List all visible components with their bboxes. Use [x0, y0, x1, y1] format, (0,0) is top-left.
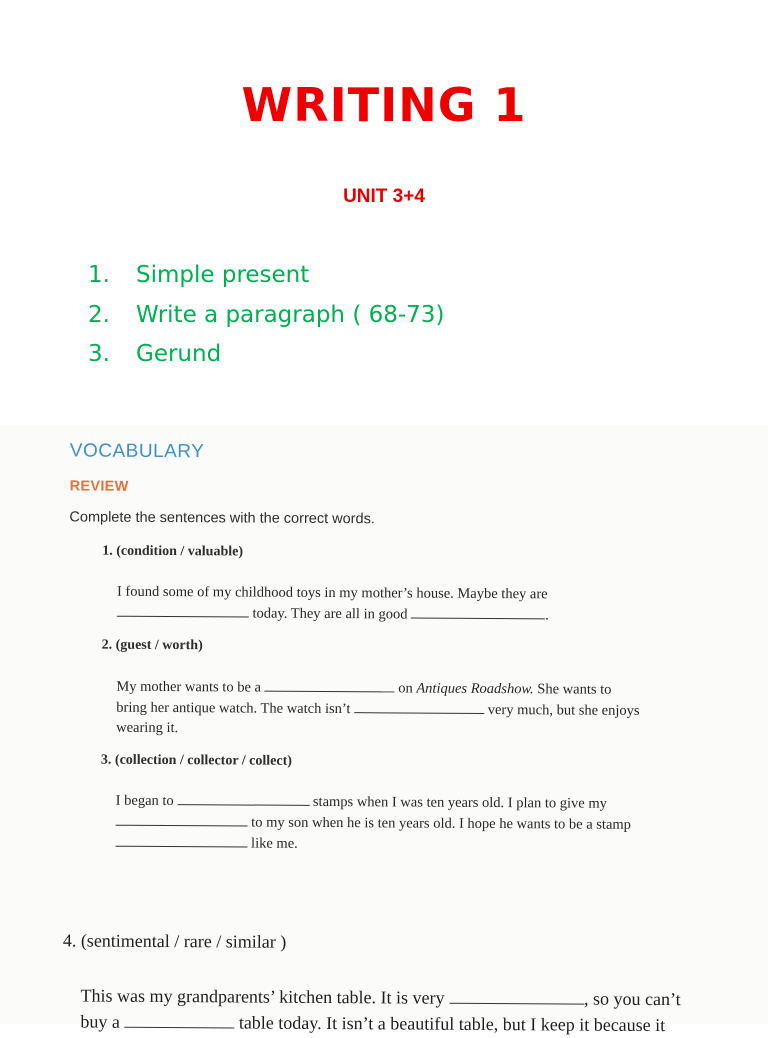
question-4-fragment: buy a	[80, 1011, 120, 1032]
question-1-line	[117, 602, 697, 627]
question-2-head: 2. (guest / worth)	[101, 637, 203, 654]
question-2-text	[116, 676, 696, 742]
question-3-fragment: I began to	[115, 792, 174, 810]
show-title: Antiques Roadshow.	[416, 680, 534, 698]
question-2-fragment: very much, but she enjoys	[487, 701, 640, 719]
list-item	[88, 337, 444, 377]
answer-blank[interactable]	[117, 602, 249, 618]
question-3-line	[115, 832, 695, 857]
answer-blank[interactable]	[115, 832, 247, 848]
question-1-fragment: .	[545, 607, 549, 624]
question-3-fragment: to my son when he is ten years old. I hope he wants to be a stamp	[251, 814, 631, 833]
question-3-head: 3. (collection / collector / collect)	[100, 752, 292, 769]
list-item-label: Gerund	[136, 341, 222, 367]
question-4-head: 4. (sentimental / rare / similar )	[62, 930, 287, 952]
question-1-line: I found some of my childhood toys in my mother’s house. Maybe they are	[116, 583, 548, 603]
answer-blank[interactable]	[116, 811, 248, 827]
question-3-fragment: stamps when I was ten years old. I plan to give my	[312, 793, 607, 812]
answer-blank[interactable]	[265, 677, 395, 693]
question-4-line	[80, 983, 730, 1012]
section-heading: VOCABULARY	[69, 440, 205, 463]
answer-blank[interactable]	[177, 790, 309, 806]
list-number: 2.	[88, 301, 110, 328]
question-2-fragment: on	[398, 680, 413, 697]
question-1-fragment: today. They are all in good	[252, 605, 408, 623]
question-4-text	[80, 983, 730, 1036]
question-3-text	[115, 790, 695, 857]
question-3-fragment: like me.	[251, 835, 298, 852]
question-2-line	[116, 697, 696, 722]
question-1-head: 1. (condition / valuable)	[102, 543, 244, 560]
question-4-line	[80, 1009, 665, 1038]
list-item-label: Write a paragraph ( 68-73)	[136, 301, 445, 328]
question-2-fragment: She wants to	[537, 681, 612, 698]
list-number: 1.	[88, 262, 110, 288]
question-4-fragment: This was my grandparents’ kitchen table. It is very	[80, 985, 445, 1008]
question-2-fragment: bring her antique watch. The watch isn’t	[116, 699, 351, 718]
list-item	[88, 298, 444, 338]
list-number: 3.	[88, 341, 110, 367]
answer-blank[interactable]	[124, 1009, 234, 1029]
subsection-heading: REVIEW	[69, 478, 129, 495]
question-2-line: wearing it.	[116, 719, 179, 737]
question-1-text	[117, 582, 697, 627]
answer-blank[interactable]	[449, 985, 584, 1005]
question-2-fragment: My mother wants to be a	[116, 678, 262, 696]
page-title: WRITING 1	[241, 78, 527, 132]
instruction-text: Complete the sentences with the correct words.	[69, 509, 375, 528]
question-4-fragment: , so you can’t	[584, 988, 681, 1010]
list-item	[88, 258, 444, 298]
answer-blank[interactable]	[354, 698, 484, 714]
unit-subtitle: UNIT 3+4	[343, 186, 425, 207]
list-item-label: Simple present	[136, 262, 310, 288]
topic-list	[88, 258, 444, 377]
worksheet-scan	[0, 425, 768, 1036]
answer-blank[interactable]	[411, 604, 545, 620]
question-4-fragment: table today. It isn’t a beautiful table, but I keep it because it	[238, 1012, 666, 1036]
